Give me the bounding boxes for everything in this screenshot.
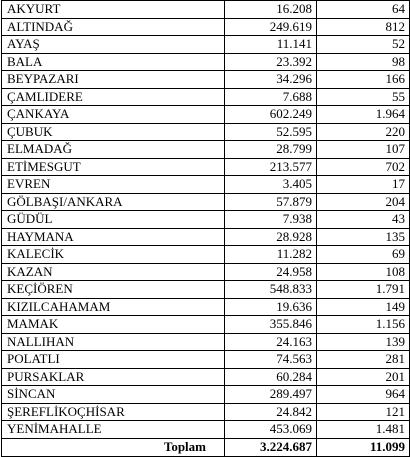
district-cell: ÇAMLIDERE [2,88,225,106]
count-cell: 69 [317,246,410,264]
district-cell: GÖLBAŞI/ANKARA [2,193,225,211]
table-row [2,211,410,229]
count-cell: 1.156 [317,316,410,334]
table-row [2,88,410,106]
district-cell: ELMADAĞ [2,141,225,159]
count-cell: 43 [317,211,410,229]
population-cell: 289.497 [225,386,317,404]
population-cell: 602.249 [225,106,317,124]
table-row [2,141,410,159]
population-cell: 23.392 [225,53,317,71]
district-cell: AYAŞ [2,36,225,54]
count-cell: 108 [317,263,410,281]
population-cell: 7.938 [225,211,317,229]
district-cell: BALA [2,53,225,71]
total-population: 3.224.687 [225,438,317,456]
population-cell: 355.846 [225,316,317,334]
table-row [2,263,410,281]
table-row [2,158,410,176]
table-row [2,386,410,404]
population-cell: 34.296 [225,71,317,89]
total-label: Toplam [2,438,225,456]
population-cell: 548.833 [225,281,317,299]
count-cell: 64 [317,1,410,19]
district-cell: ÇANKAYA [2,106,225,124]
table-row [2,403,410,421]
district-cell: ALTINDAĞ [2,18,225,36]
district-cell: PURSAKLAR [2,368,225,386]
district-cell: KALECİK [2,246,225,264]
table-row [2,246,410,264]
district-cell: GÜDÜL [2,211,225,229]
table-row [2,71,410,89]
count-cell: 135 [317,228,410,246]
count-cell: 149 [317,298,410,316]
count-cell: 702 [317,158,410,176]
population-cell: 24.163 [225,333,317,351]
district-cell: KAZAN [2,263,225,281]
district-cell: SİNCAN [2,386,225,404]
table-row [2,281,410,299]
count-cell: 1.791 [317,281,410,299]
count-cell: 201 [317,368,410,386]
population-cell: 249.619 [225,18,317,36]
district-cell: ÇUBUK [2,123,225,141]
table-row [2,1,410,19]
population-cell: 28.928 [225,228,317,246]
population-cell: 28.799 [225,141,317,159]
total-count: 11.099 [317,438,410,456]
count-cell: 204 [317,193,410,211]
count-cell: 52 [317,36,410,54]
population-cell: 19.636 [225,298,317,316]
district-cell: KEÇİÖREN [2,281,225,299]
district-cell: BEYPAZARI [2,71,225,89]
population-cell: 52.595 [225,123,317,141]
count-cell: 121 [317,403,410,421]
population-cell: 24.958 [225,263,317,281]
count-cell: 281 [317,351,410,369]
count-cell: 107 [317,141,410,159]
table-row [2,316,410,334]
count-cell: 220 [317,123,410,141]
table-row [2,176,410,194]
table-row [2,298,410,316]
district-cell: ŞEREFLİKOÇHİSAR [2,403,225,421]
count-cell: 964 [317,386,410,404]
population-cell: 24.842 [225,403,317,421]
population-cell: 57.879 [225,193,317,211]
table-row [2,228,410,246]
population-cell: 74.563 [225,351,317,369]
district-cell: ETİMESGUT [2,158,225,176]
count-cell: 812 [317,18,410,36]
district-cell: YENİMAHALLE [2,421,225,439]
district-cell: MAMAK [2,316,225,334]
district-cell: AKYURT [2,1,225,19]
count-cell: 55 [317,88,410,106]
table-row [2,18,410,36]
population-cell: 7.688 [225,88,317,106]
table-row [2,53,410,71]
population-cell: 11.282 [225,246,317,264]
count-cell: 98 [317,53,410,71]
population-cell: 453.069 [225,421,317,439]
population-cell: 213.577 [225,158,317,176]
district-cell: EVREN [2,176,225,194]
table-row [2,333,410,351]
count-cell: 139 [317,333,410,351]
table-row [2,36,410,54]
population-cell: 3.405 [225,176,317,194]
table-row [2,421,410,439]
population-cell: 60.284 [225,368,317,386]
district-cell: KIZILCAHAMAM [2,298,225,316]
count-cell: 17 [317,176,410,194]
count-cell: 1.964 [317,106,410,124]
table-row [2,193,410,211]
district-cell: POLATLI [2,351,225,369]
population-cell: 11.141 [225,36,317,54]
count-cell: 166 [317,71,410,89]
district-cell: NALLIHAN [2,333,225,351]
district-table [1,0,410,457]
table-row [2,351,410,369]
table-row [2,368,410,386]
table-row [2,123,410,141]
table-row [2,106,410,124]
total-row [2,438,410,456]
table-body [2,1,410,457]
count-cell: 1.481 [317,421,410,439]
district-cell: HAYMANA [2,228,225,246]
population-cell: 16.208 [225,1,317,19]
